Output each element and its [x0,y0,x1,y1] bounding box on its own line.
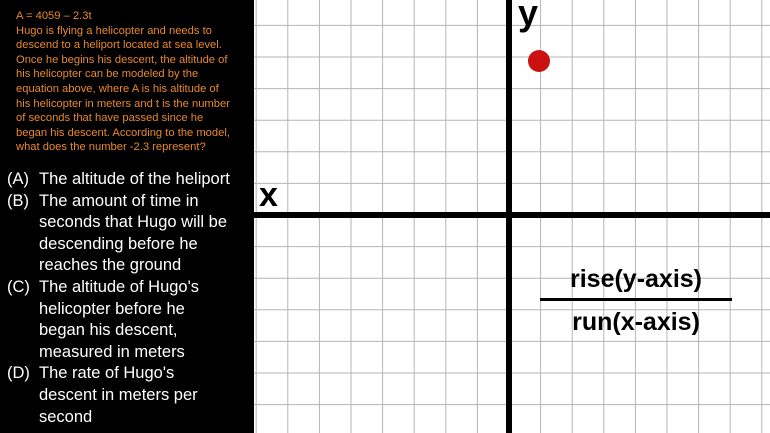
coordinate-grid [254,0,770,433]
y-axis-label: y [518,0,539,33]
choice-text [39,191,227,277]
coordinate-grid-panel [254,0,770,433]
question-panel [0,0,254,433]
choice-line: descending before he [39,234,198,253]
question-line: his helicopter in meters and t is the number [16,97,230,110]
choice-letter: (C) [7,277,30,296]
choice-text [39,363,198,428]
x-axis-label: x [259,176,278,214]
answer-choices [7,169,252,428]
choice-line: seconds that Hugo will be [39,213,228,232]
question-line: of seconds that have passed since he [16,112,204,125]
choice-line: helicopter before he [39,299,185,318]
choice-line: measured in meters [39,342,185,361]
choice-line: The altitude of Hugo's [39,277,199,296]
choice-line: began his descent, [39,321,178,340]
choice-letter: (A) [7,170,29,188]
equation: A = 4059 – 2.3t [16,10,92,22]
run-label: run(x-axis) [572,308,700,336]
question-line: descend to a heliport located at sea level. [16,39,222,52]
choice-line: The rate of Hugo's [39,364,175,383]
choice-a[interactable] [7,169,252,191]
choice-text [39,169,230,191]
choice-line: The altitude of the heliport [39,170,230,188]
choice-text [39,277,199,363]
fraction-bar [540,298,732,301]
choice-line: second [39,407,93,426]
question-line: Once he begins his descent, the altitude of [16,53,228,66]
choice-b[interactable] [7,191,252,277]
plotted-point [528,50,550,72]
choice-letter: (B) [7,191,29,210]
question-line: his helicopter can be modeled by the [16,68,199,81]
question-line: Hugo is flying a helicopter and needs to [16,24,212,37]
choice-line: reaches the ground [39,256,182,275]
choice-d[interactable] [7,363,252,428]
choice-c[interactable] [7,277,252,363]
slope-fraction [540,262,732,337]
choice-letter: (D) [7,364,30,383]
question-line: equation above, where A is his altitude of [16,82,219,95]
choice-line: descent in meters per [39,385,198,404]
question-line: what does the number -2.3 represent? [16,141,206,154]
question-text [16,9,252,155]
question-line: began his descent. According to the model, [16,126,230,139]
choice-line: The amount of time in [39,191,199,210]
rise-label: rise(y-axis) [569,265,703,293]
